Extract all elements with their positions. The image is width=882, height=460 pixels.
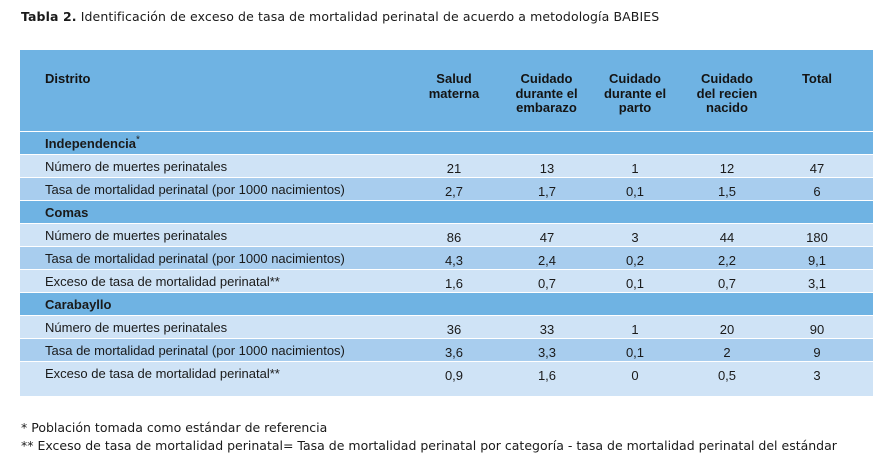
header-cuidado-parto <box>595 72 675 116</box>
table-row <box>20 338 873 361</box>
cell-value: 44 <box>719 230 735 245</box>
cell-value: 3 <box>813 368 821 383</box>
header-line: Total <box>801 71 833 86</box>
cell-value: 3,6 <box>444 345 464 360</box>
row-label: Exceso de tasa de mortalidad perinatal** <box>45 274 280 289</box>
section-name <box>45 136 140 151</box>
table-row <box>20 246 873 269</box>
table-row <box>20 315 873 338</box>
section-name <box>45 297 111 312</box>
caption-text: Identificación de exceso de tasa de mortalidad perinatal de acuerdo a metodología BABIES <box>80 9 660 24</box>
cell-value: 0,2 <box>625 253 645 268</box>
cell-value: 1,6 <box>444 276 464 291</box>
header-total <box>777 72 857 87</box>
cell-value: 33 <box>539 322 555 337</box>
cell-value: 90 <box>809 322 825 337</box>
district-name: Comas <box>45 205 89 220</box>
cell-value: 0,7 <box>717 276 737 291</box>
section-row <box>20 200 873 223</box>
row-label: Tasa de mortalidad perinatal (por 1000 nacimientos) <box>45 343 345 358</box>
footnote-1: * Población tomada como estándar de referencia <box>21 420 328 435</box>
table-row <box>20 154 873 177</box>
header-line: Cuidado <box>609 71 661 86</box>
cell-value: 47 <box>539 230 555 245</box>
header-line: materna <box>428 85 480 101</box>
table-row <box>20 223 873 246</box>
header-line: Cuidado <box>520 71 573 86</box>
cell-value: 1,7 <box>537 184 557 199</box>
section-name <box>45 205 88 220</box>
footnote-2: ** Exceso de tasa de mortalidad perinatal= Tasa de mortalidad perinatal por categoría - tasa de mortalidad perinatal del estándar <box>21 438 837 453</box>
district-name: Independencia <box>45 136 137 151</box>
cell-value: 0 <box>631 368 639 383</box>
section-row <box>20 131 873 154</box>
cell-value: 0,7 <box>537 276 557 291</box>
cell-value: 1,6 <box>537 368 557 383</box>
cell-value: 47 <box>809 161 825 176</box>
table-row <box>20 361 873 396</box>
cell-value: 13 <box>539 161 555 176</box>
cell-value: 0,1 <box>625 345 645 360</box>
cell-value: 1 <box>631 161 639 176</box>
row-label: Número de muertes perinatales <box>45 320 228 335</box>
cell-value: 20 <box>719 322 735 337</box>
cell-value: 2 <box>723 345 731 360</box>
cell-value: 86 <box>446 230 462 245</box>
cell-value: 2,4 <box>537 253 557 268</box>
table-row <box>20 269 873 292</box>
cell-value: 0,1 <box>625 276 645 291</box>
row-label: Exceso de tasa de mortalidad perinatal** <box>45 366 280 381</box>
cell-value: 1 <box>631 322 639 337</box>
header-line: Cuidado <box>701 71 753 86</box>
header-salud-materna <box>414 72 494 101</box>
cell-value: 21 <box>446 161 462 176</box>
header-cuidado-embarazo <box>504 72 589 116</box>
cell-value: 0,9 <box>444 368 464 383</box>
caption-label: Tabla 2. <box>21 9 77 24</box>
header-line: durante el <box>603 85 667 101</box>
header-line: nacido <box>706 100 748 115</box>
header-cuidado-recien-nacido <box>687 72 767 116</box>
cell-value: 2,2 <box>717 253 737 268</box>
section-row <box>20 292 873 315</box>
row-label: Número de muertes perinatales <box>45 159 228 174</box>
cell-value: 0,5 <box>717 368 737 383</box>
cell-value: 0,1 <box>625 184 645 199</box>
table-body <box>20 131 873 396</box>
footnote-mark: * <box>136 134 140 146</box>
cell-value: 9 <box>813 345 821 360</box>
district-name: Carabayllo <box>45 297 112 312</box>
cell-value: 3,1 <box>807 276 827 291</box>
table-caption <box>21 9 659 24</box>
cell-value: 12 <box>719 161 735 176</box>
cell-value: 180 <box>806 230 828 245</box>
header-line: parto <box>618 100 652 115</box>
header-line: Salud <box>436 71 472 86</box>
cell-value: 36 <box>446 322 462 337</box>
row-label: Tasa de mortalidad perinatal (por 1000 nacimientos) <box>45 251 345 266</box>
row-label: Número de muertes perinatales <box>45 228 228 243</box>
table-header <box>20 50 873 131</box>
cell-value: 3,3 <box>537 345 557 360</box>
cell-value: 2,7 <box>444 184 464 199</box>
cell-value: 9,1 <box>807 253 827 268</box>
row-label: Tasa de mortalidad perinatal (por 1000 nacimientos) <box>45 182 345 197</box>
cell-value: 3 <box>631 230 639 245</box>
header-line: durante el <box>515 85 578 101</box>
header-distrito: Distrito <box>45 71 91 86</box>
mortality-table <box>20 50 873 396</box>
cell-value: 1,5 <box>717 184 737 199</box>
header-line: del recien <box>696 85 758 101</box>
cell-value: 6 <box>813 184 821 199</box>
table-row <box>20 177 873 200</box>
header-line: embarazo <box>516 100 577 115</box>
cell-value: 4,3 <box>444 253 464 268</box>
